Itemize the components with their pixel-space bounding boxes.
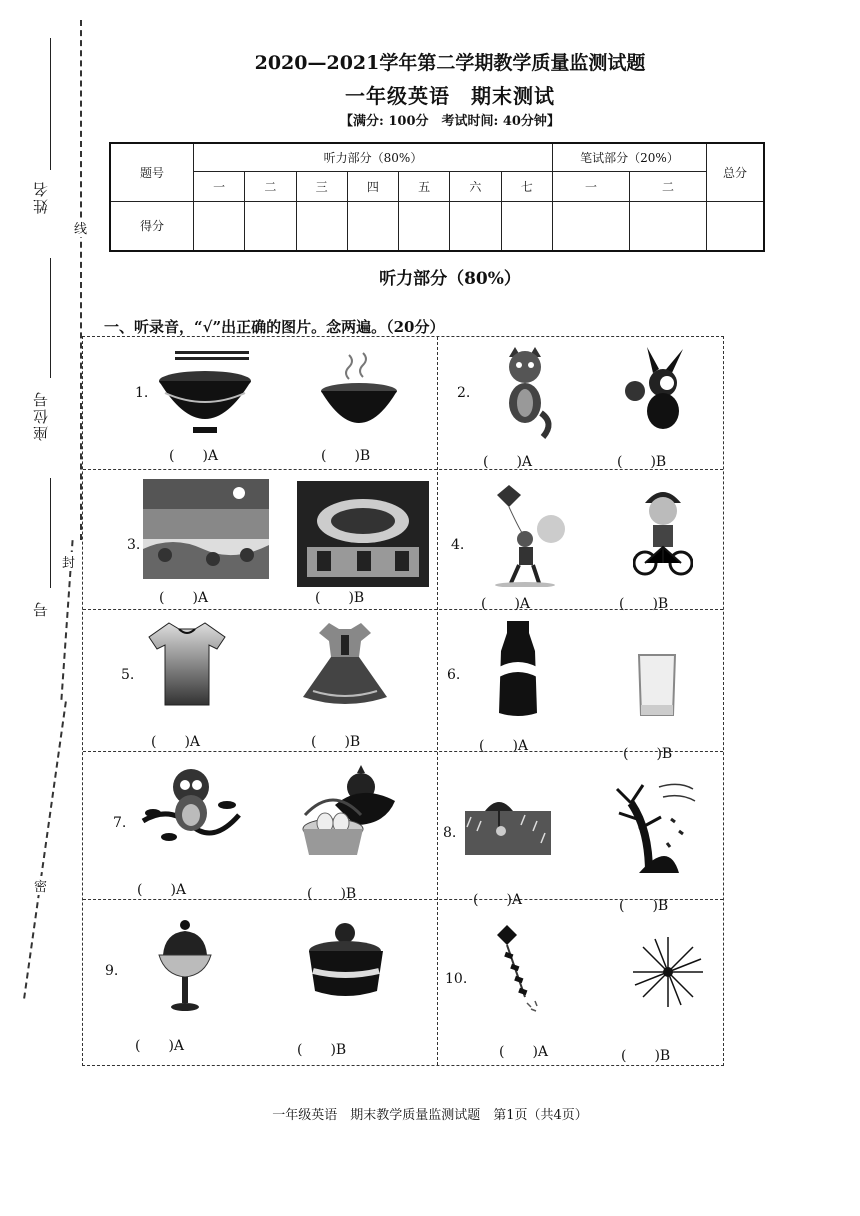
option-b[interactable]: ( )B: [623, 746, 673, 762]
soup-bowl-icon: [319, 351, 399, 433]
item-3: [83, 469, 437, 609]
seal-dashed-line-bottom: [23, 701, 67, 998]
col-written-1: 一: [553, 171, 630, 201]
score-cell[interactable]: [630, 201, 707, 251]
score-cell[interactable]: [296, 201, 347, 251]
col-listening-3: 三: [296, 171, 347, 201]
rainy-icon: [465, 791, 551, 855]
exam-info: 【满分: 100分 考试时间: 40分钟】: [340, 114, 560, 129]
item-number: 8.: [443, 825, 457, 841]
option-a[interactable]: ( )A: [499, 1044, 549, 1060]
score-cell[interactable]: [501, 201, 553, 251]
name-label: 姓名: [32, 180, 50, 214]
item-1: [83, 337, 437, 469]
item-number: 9.: [105, 963, 119, 979]
fireworks-icon: [631, 935, 705, 1009]
option-b[interactable]: ( )B: [311, 734, 361, 750]
park-icon: [143, 479, 269, 579]
item-4: [437, 469, 723, 612]
option-a[interactable]: ( )A: [481, 596, 531, 612]
col-listening-5: 五: [399, 171, 450, 201]
item-number: 4.: [451, 537, 465, 553]
exam-title: 2020—2021学年第二学期教学质量监测试题: [254, 52, 646, 74]
class-label: 号: [32, 600, 50, 617]
ice-cream-icon: [155, 919, 215, 1013]
page-footer: 一年级英语 期末教学质量监测试题 第1页（共4页）: [272, 1108, 588, 1123]
col-listening-4: 四: [347, 171, 398, 201]
score-row-label-number: 题号: [110, 143, 194, 201]
firecracker-icon: [491, 923, 551, 1017]
col-listening-7: 七: [501, 171, 553, 201]
rabbit-icon: [617, 345, 697, 435]
t-shirt-icon: [147, 619, 227, 707]
score-cell-total[interactable]: [707, 201, 765, 251]
seat-line[interactable]: [50, 258, 51, 378]
item-number: 1.: [135, 385, 149, 401]
item-2: [437, 337, 723, 469]
name-line[interactable]: [50, 38, 51, 170]
zoo-icon: [297, 481, 429, 587]
score-cell[interactable]: [194, 201, 245, 251]
option-b[interactable]: ( )B: [307, 886, 357, 902]
item-number: 7.: [113, 815, 127, 831]
seal-word-seal: 封: [62, 552, 75, 571]
bird-icon: [139, 765, 243, 855]
option-a[interactable]: ( )A: [137, 882, 187, 898]
score-cell[interactable]: [450, 201, 501, 251]
dress-icon: [299, 621, 391, 707]
cake-icon: [305, 921, 387, 1001]
option-a[interactable]: ( )A: [473, 892, 523, 908]
seal-word-line: 线: [74, 218, 87, 237]
option-b[interactable]: ( )B: [321, 448, 371, 464]
col-listening-2: 二: [245, 171, 296, 201]
cola-bottle-icon: [493, 621, 543, 719]
windy-icon: [609, 779, 699, 875]
score-cell[interactable]: [399, 201, 450, 251]
col-listening-1: 一: [194, 171, 245, 201]
option-b[interactable]: ( )B: [297, 1042, 347, 1058]
class-line[interactable]: [50, 478, 51, 588]
item-6: [437, 609, 723, 762]
score-cell[interactable]: [245, 201, 296, 251]
total-header: 总分: [707, 143, 765, 201]
cat-icon: [493, 343, 557, 439]
section-title: 听力部分（80%）: [379, 269, 521, 289]
score-row-label-score: 得分: [110, 201, 194, 251]
picture-grid: [82, 336, 724, 1066]
hen-eggs-icon: [295, 765, 401, 861]
score-table: [109, 142, 765, 252]
seal-word-secret: 密: [34, 876, 47, 895]
item-number: 2.: [457, 385, 471, 401]
option-a[interactable]: ( )A: [159, 590, 209, 606]
option-a[interactable]: ( )A: [169, 448, 219, 464]
score-cell[interactable]: [553, 201, 630, 251]
score-cell[interactable]: [347, 201, 398, 251]
option-a[interactable]: ( )A: [479, 738, 529, 754]
option-a[interactable]: ( )A: [151, 734, 201, 750]
item-7: [83, 751, 437, 902]
ride-bike-icon: [633, 481, 693, 577]
item-10: [437, 899, 723, 1065]
item-8: [437, 751, 723, 914]
fly-kite-icon: [481, 483, 565, 587]
written-header: 笔试部分（20%）: [553, 143, 707, 171]
item-number: 10.: [445, 971, 468, 987]
exam-subtitle: 一年级英语 期末测试: [345, 84, 555, 108]
listening-header: 听力部分（80%）: [194, 143, 553, 171]
option-b[interactable]: ( )B: [315, 590, 365, 606]
question-instruction: 一、听录音，“√”出正确的图片。念两遍。（20分）: [104, 318, 445, 336]
option-b[interactable]: ( )B: [619, 898, 669, 914]
option-a[interactable]: ( )A: [483, 454, 533, 470]
item-9: [83, 899, 437, 1065]
col-written-2: 二: [630, 171, 707, 201]
item-number: 6.: [447, 667, 461, 683]
col-listening-6: 六: [450, 171, 501, 201]
rice-bowl-chopsticks-icon: [155, 347, 255, 437]
option-b[interactable]: ( )B: [619, 596, 669, 612]
seat-label: 座位号: [32, 390, 50, 441]
option-b[interactable]: ( )B: [621, 1048, 671, 1064]
item-number: 5.: [121, 667, 135, 683]
option-a[interactable]: ( )A: [135, 1038, 185, 1054]
item-number: 3.: [127, 537, 141, 553]
option-b[interactable]: ( )B: [617, 454, 667, 470]
glass-milk-icon: [637, 653, 677, 717]
item-5: [83, 609, 437, 751]
